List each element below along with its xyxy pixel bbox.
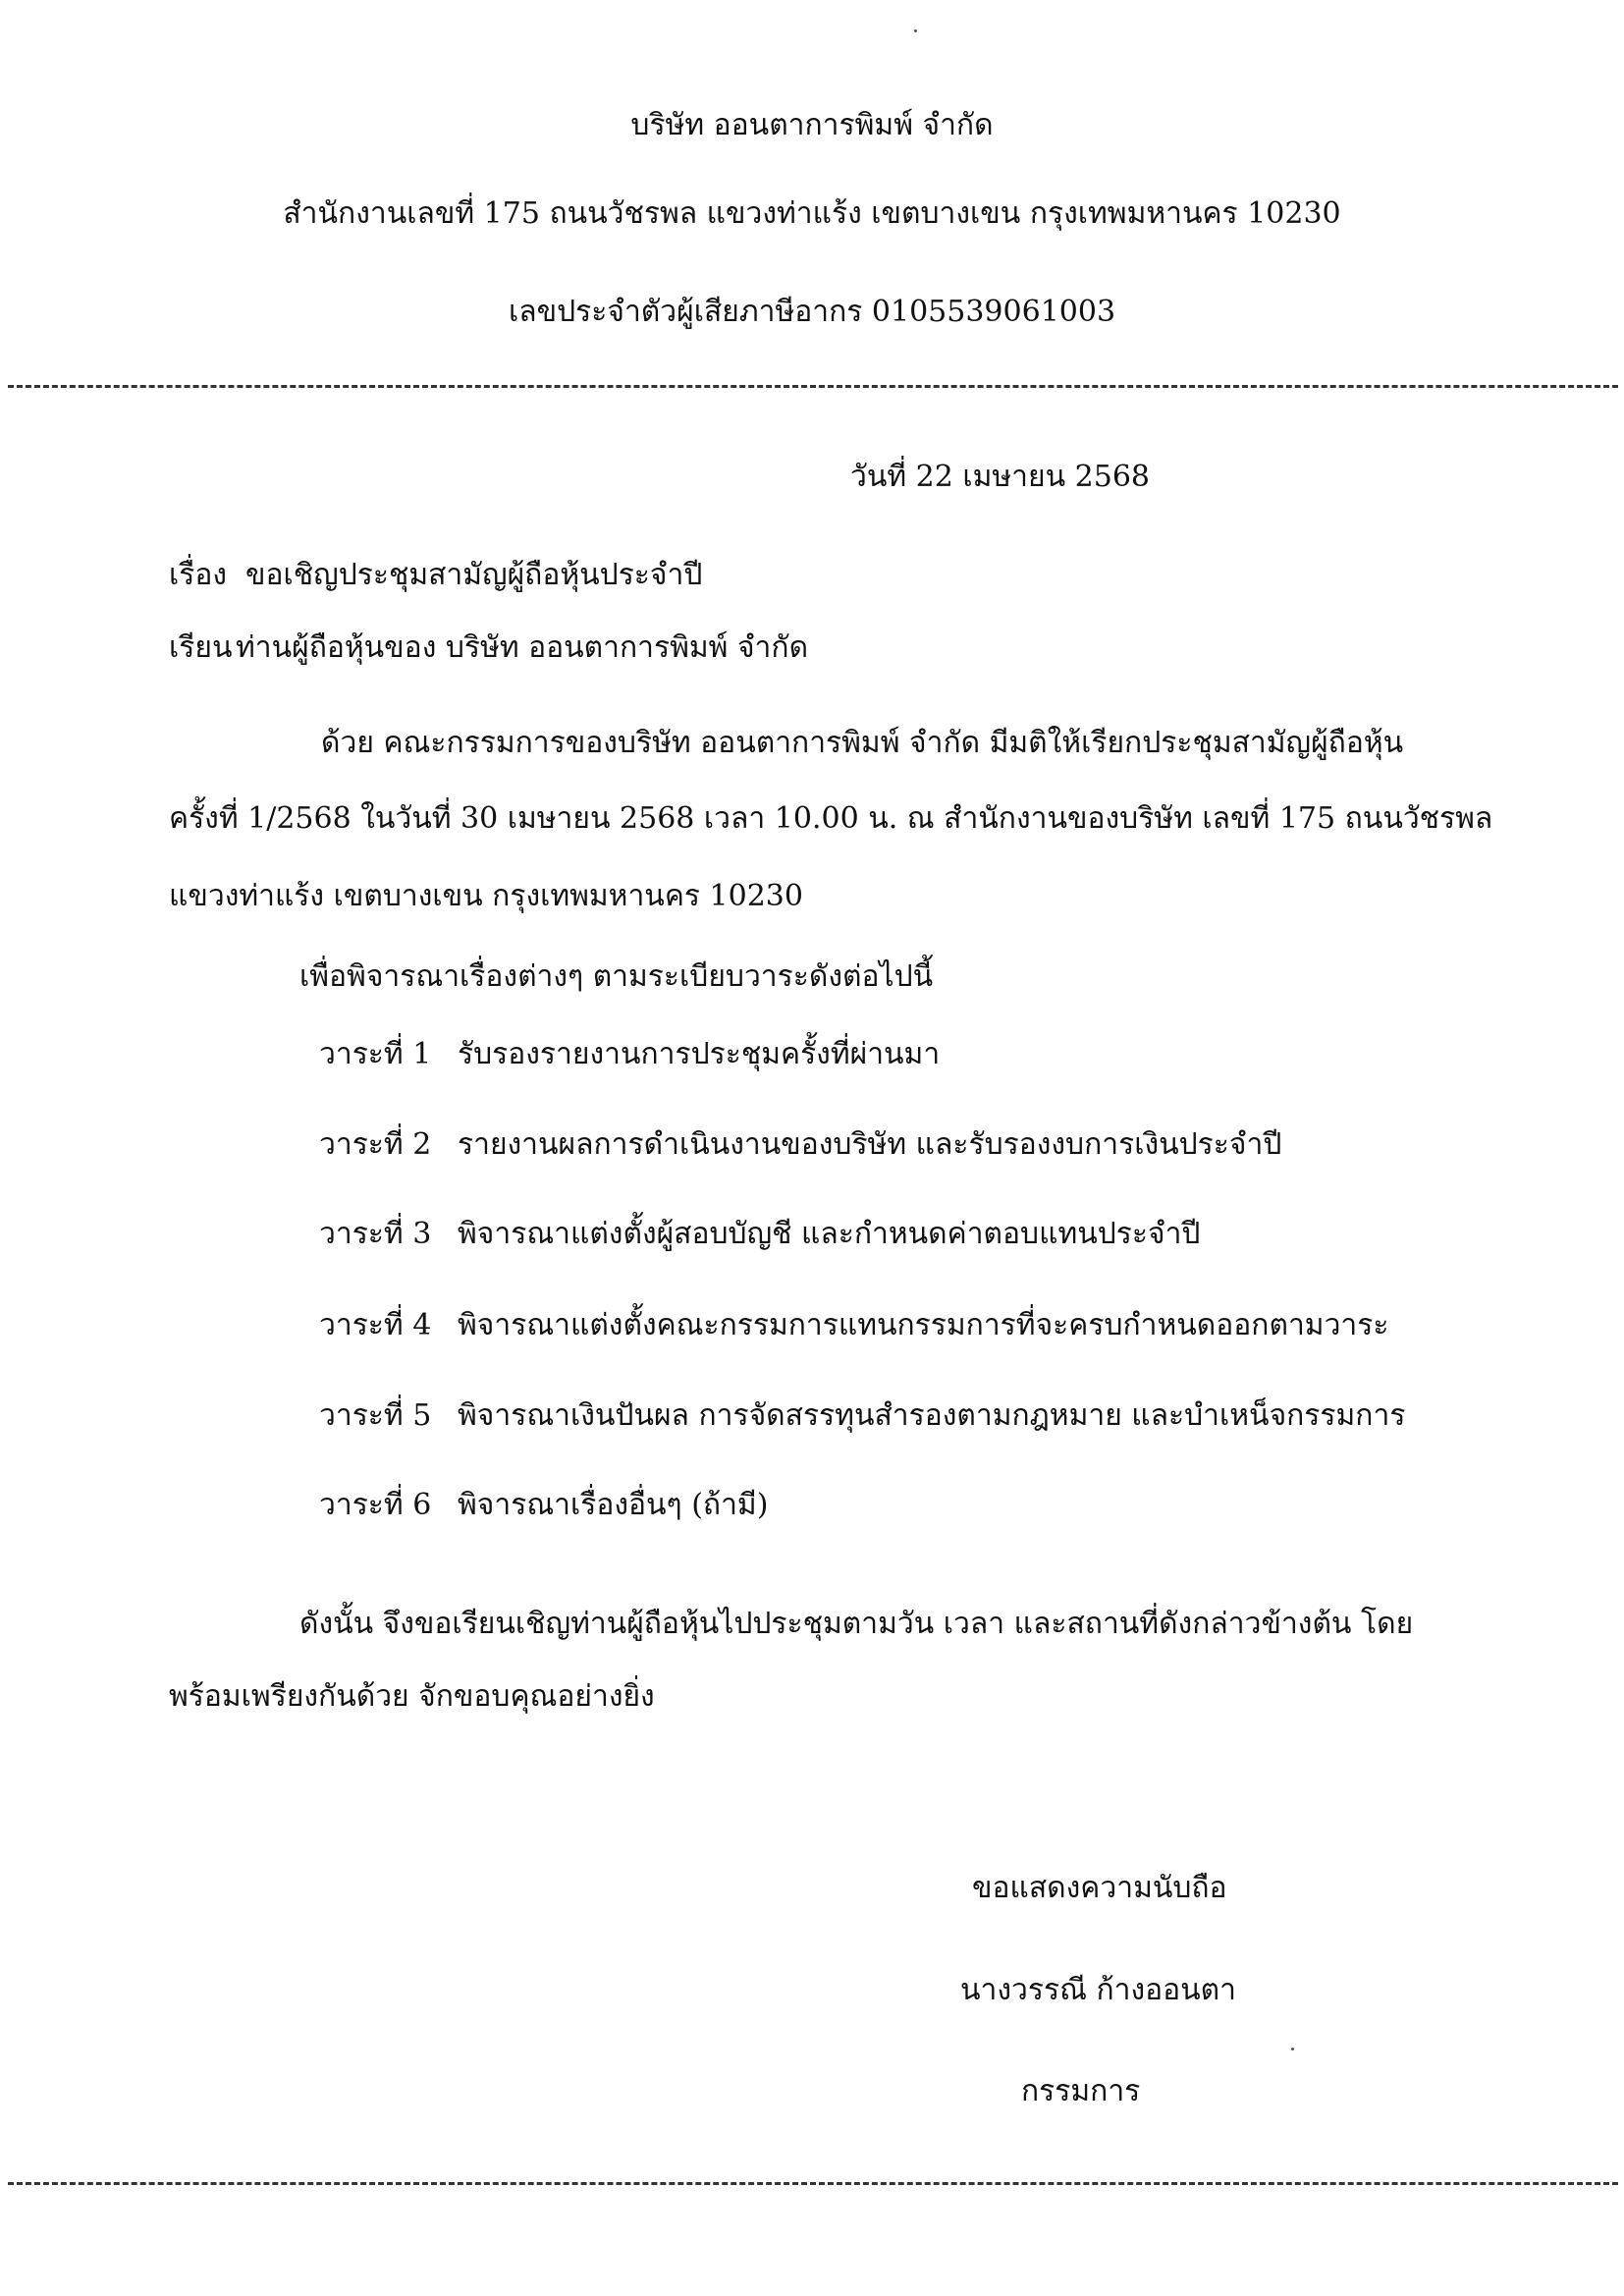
agenda-text: พิจารณาเงินปันผล การจัดสรรทุนสำรองตามกฎหมาย และบำเหน็จกรรมการ [458,1398,1406,1433]
agenda-text: พิจารณาแต่งตั้งผู้สอบบัญชี และกำหนดค่าตอบแทนประจำปี [458,1217,1201,1251]
agenda-text: พิจารณาแต่งตั้งคณะกรรมการแทนกรรมการที่จะครบกำหนดออกตามวาระ [458,1308,1389,1342]
agenda-intro: เพื่อพิจารณาเรื่องต่างๆ ตามระเบียบวาระดังต่อไปนี้ [299,959,934,994]
agenda-text: รายงานผลการดำเนินงานของบริษัท และรับรองงบการเงินประจำปี [458,1127,1282,1162]
salutation: ขอแสดงความนับถือ [972,1871,1227,1905]
agenda-number: วาระที่ 3 [319,1217,432,1251]
agenda-item [0,1035,1624,1074]
subject-text: ขอเชิญประชุมสามัญผู้ถือหุ้นประจำปี [245,558,703,592]
agenda-text: รับรองรายงานการประชุมครั้งที่ผ่านมา [458,1037,941,1071]
tax-id: เลขประจำตัวผู้เสียภาษีอากร 0105539061003 [508,295,1116,329]
recipient-label: เรียน [169,630,233,665]
body-line-1: ด้วย คณะกรรมการของบริษัท ออนตาการพิมพ์ จำกัด มีมติให้เรียกประชุมสามัญผู้ถือหุ้น [321,726,1404,760]
company-name: บริษัท ออนตาการพิมพ์ จำกัด [630,108,994,142]
body-line-3: แขวงท่าแร้ง เขตบางเขน กรุงเทพมหานคร 10230 [169,879,803,913]
agenda-number: วาระที่ 2 [319,1127,432,1162]
agenda-number: วาระที่ 1 [319,1037,432,1071]
agenda-number: วาระที่ 5 [319,1398,432,1433]
closing-line-1: ดังนั้น จึงขอเรียนเชิญท่านผู้ถือหุ้นไปประชุมตามวัน เวลา และสถานที่ดังกล่าวข้างต้น โดย [299,1607,1414,1641]
scan-speck [914,29,917,32]
agenda-item [0,1215,1624,1254]
signer-title: กรรมการ [1021,2074,1141,2108]
scan-speck [1291,2048,1294,2050]
signer-name: นางวรรณี ก้างออนตา [960,1973,1236,2007]
agenda-item [0,1396,1624,1436]
closing-line-2: พร้อมเพรียงกันด้วย จักขอบคุณอย่างยิ่ง [169,1679,655,1714]
agenda-item [0,1306,1624,1345]
agenda-text: พิจารณาเรื่องอื่นๆ (ถ้ามี) [458,1488,769,1522]
agenda-item [0,1125,1624,1165]
agenda-number: วาระที่ 4 [319,1308,432,1342]
top-divider [8,385,1618,388]
company-address: สำนักงานเลขที่ 175 ถนนวัชรพล แขวงท่าแร้ง เขตบางเขน กรุงเทพมหานคร 10230 [283,196,1341,231]
letter-date: วันที่ 22 เมษายน 2568 [850,460,1150,494]
body-line-2: ครั้งที่ 1/2568 ในวันที่ 30 เมษายน 2568 เวลา 10.00 น. ณ สำนักงานของบริษัท เลขที่ 175 ถนนวัชรพล [169,801,1493,836]
agenda-number: วาระที่ 6 [319,1488,432,1522]
subject-label: เรื่อง [169,558,228,592]
bottom-divider [8,2182,1618,2185]
agenda-item [0,1486,1624,1525]
recipient-text: ท่านผู้ถือหุ้นของ บริษัท ออนตาการพิมพ์ จำกัด [236,630,809,665]
